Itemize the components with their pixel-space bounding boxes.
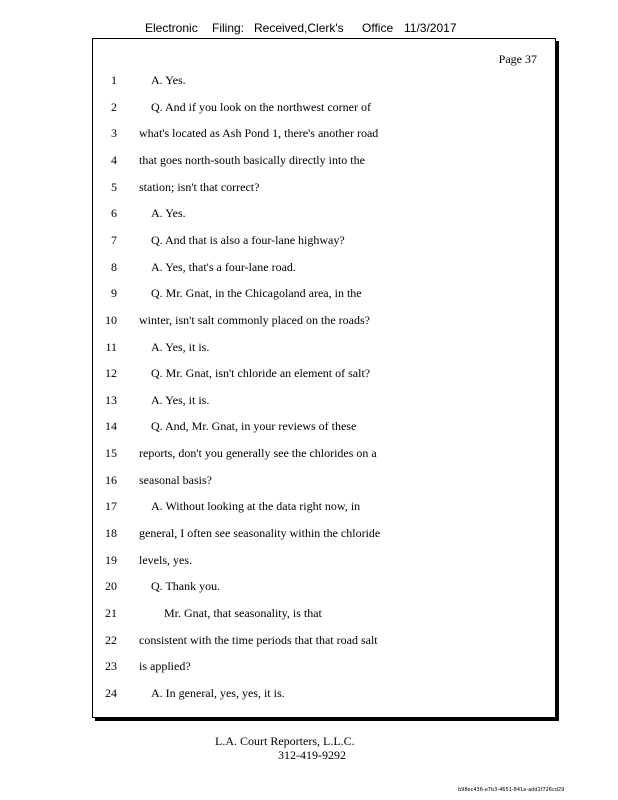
transcript-line [93, 550, 533, 570]
line-number: 15 [105, 446, 117, 461]
filing-stamp-word-received-clerks: Received,Clerk's [254, 21, 344, 35]
transcript-line [93, 70, 533, 90]
line-text: reports, don't you generally see the chlorides on a [139, 446, 377, 461]
transcript-line [93, 257, 533, 277]
transcript-line [93, 310, 533, 330]
line-number: 18 [105, 526, 117, 540]
line-text: that goes north-south basically directly into the [139, 152, 365, 167]
line-text: station; isn't that correct? [139, 179, 260, 194]
transcript-line [93, 363, 533, 383]
court-reporter-name: L.A. Court Reporters, L.L.C. [215, 734, 355, 748]
filing-stamp-word-office: Office [362, 21, 394, 35]
line-number: 4 [111, 152, 117, 167]
transcript-line [93, 630, 533, 650]
line-number: 5 [111, 179, 117, 194]
line-number: 8 [111, 259, 117, 274]
line-text: Q. Mr. Gnat, isn't chloride an element of salt? [151, 366, 371, 381]
line-number: 12 [105, 366, 117, 381]
transcript-line [93, 443, 533, 463]
line-text: A. In general, yes, yes, it is. [151, 685, 285, 700]
line-text: A. Yes, it is. [151, 339, 210, 354]
line-number: 19 [105, 552, 117, 567]
line-text: winter, isn't salt commonly placed on the roads? [139, 312, 370, 327]
line-text: Q. And if you look on the northwest corner of [151, 99, 371, 114]
transcript-line [93, 656, 533, 676]
line-number: 20 [105, 579, 117, 594]
line-number: 16 [105, 472, 117, 487]
transcript-line [93, 603, 533, 623]
line-number: 9 [111, 286, 117, 301]
line-text: Q. Mr. Gnat, in the Chicagoland area, in the [151, 286, 362, 301]
line-text: levels, yes. [139, 552, 192, 567]
line-text: Mr. Gnat, that seasonality, is that [164, 606, 322, 620]
line-number: 17 [105, 499, 117, 514]
line-text: is applied? [139, 659, 191, 674]
line-text: A. Yes, it is. [151, 392, 210, 407]
line-number: 22 [105, 632, 117, 647]
line-text: seasonal basis? [139, 472, 212, 487]
transcript-line [93, 576, 533, 596]
line-text: A. Without looking at the data right now, in [151, 499, 361, 514]
transcript-line [93, 416, 533, 436]
line-text: A. Yes. [151, 206, 186, 221]
line-text: general, I often see seasonality within the chloride [139, 526, 381, 540]
document-hash: b98ec436-e7b3-4651-841e-add1f726cd29 [458, 787, 565, 793]
transcript-line [93, 203, 533, 223]
transcript-line [93, 523, 533, 543]
line-text: what's located as Ash Pond 1, there's another road [139, 126, 379, 141]
filing-stamp-header [0, 20, 618, 36]
line-number: 13 [105, 392, 117, 407]
transcript-line [93, 230, 533, 250]
line-number: 11 [105, 339, 117, 354]
transcript-line [93, 177, 533, 197]
line-number: 14 [105, 419, 117, 434]
transcript-line [93, 283, 533, 303]
line-number: 23 [105, 659, 117, 674]
line-number: 7 [111, 232, 117, 247]
transcript-line [93, 337, 533, 357]
line-text: A. Yes, that's a four-lane road. [151, 259, 296, 274]
filing-stamp-word-electronic: Electronic [145, 21, 198, 35]
line-text: Q. And, Mr. Gnat, in your reviews of these [151, 419, 357, 434]
page-number: Page 37 [498, 52, 537, 66]
line-number: 6 [111, 206, 117, 221]
line-number: 2 [111, 99, 117, 114]
transcript-line [93, 390, 533, 410]
transcript-line [93, 150, 533, 170]
transcript-page [92, 38, 556, 718]
filing-stamp-word-filing: Filing: [212, 21, 245, 35]
filing-stamp-date: 11/3/2017 [404, 21, 457, 35]
transcript-line [93, 97, 533, 117]
line-text: consistent with the time periods that that road salt [139, 632, 378, 647]
transcript-line [93, 496, 533, 516]
line-text: Q. And that is also a four-lane highway? [151, 232, 345, 247]
line-number: 3 [111, 126, 117, 141]
line-number: 10 [105, 312, 117, 327]
line-text: A. Yes. [151, 73, 186, 87]
transcript-line [93, 683, 533, 703]
transcript-line [93, 123, 533, 143]
line-number: 21 [105, 606, 117, 620]
court-reporter-phone: 312-419-9292 [278, 748, 346, 762]
line-number: 1 [111, 73, 117, 87]
line-number: 24 [105, 685, 117, 700]
line-text: Q. Thank you. [151, 579, 221, 594]
transcript-line [93, 470, 533, 490]
